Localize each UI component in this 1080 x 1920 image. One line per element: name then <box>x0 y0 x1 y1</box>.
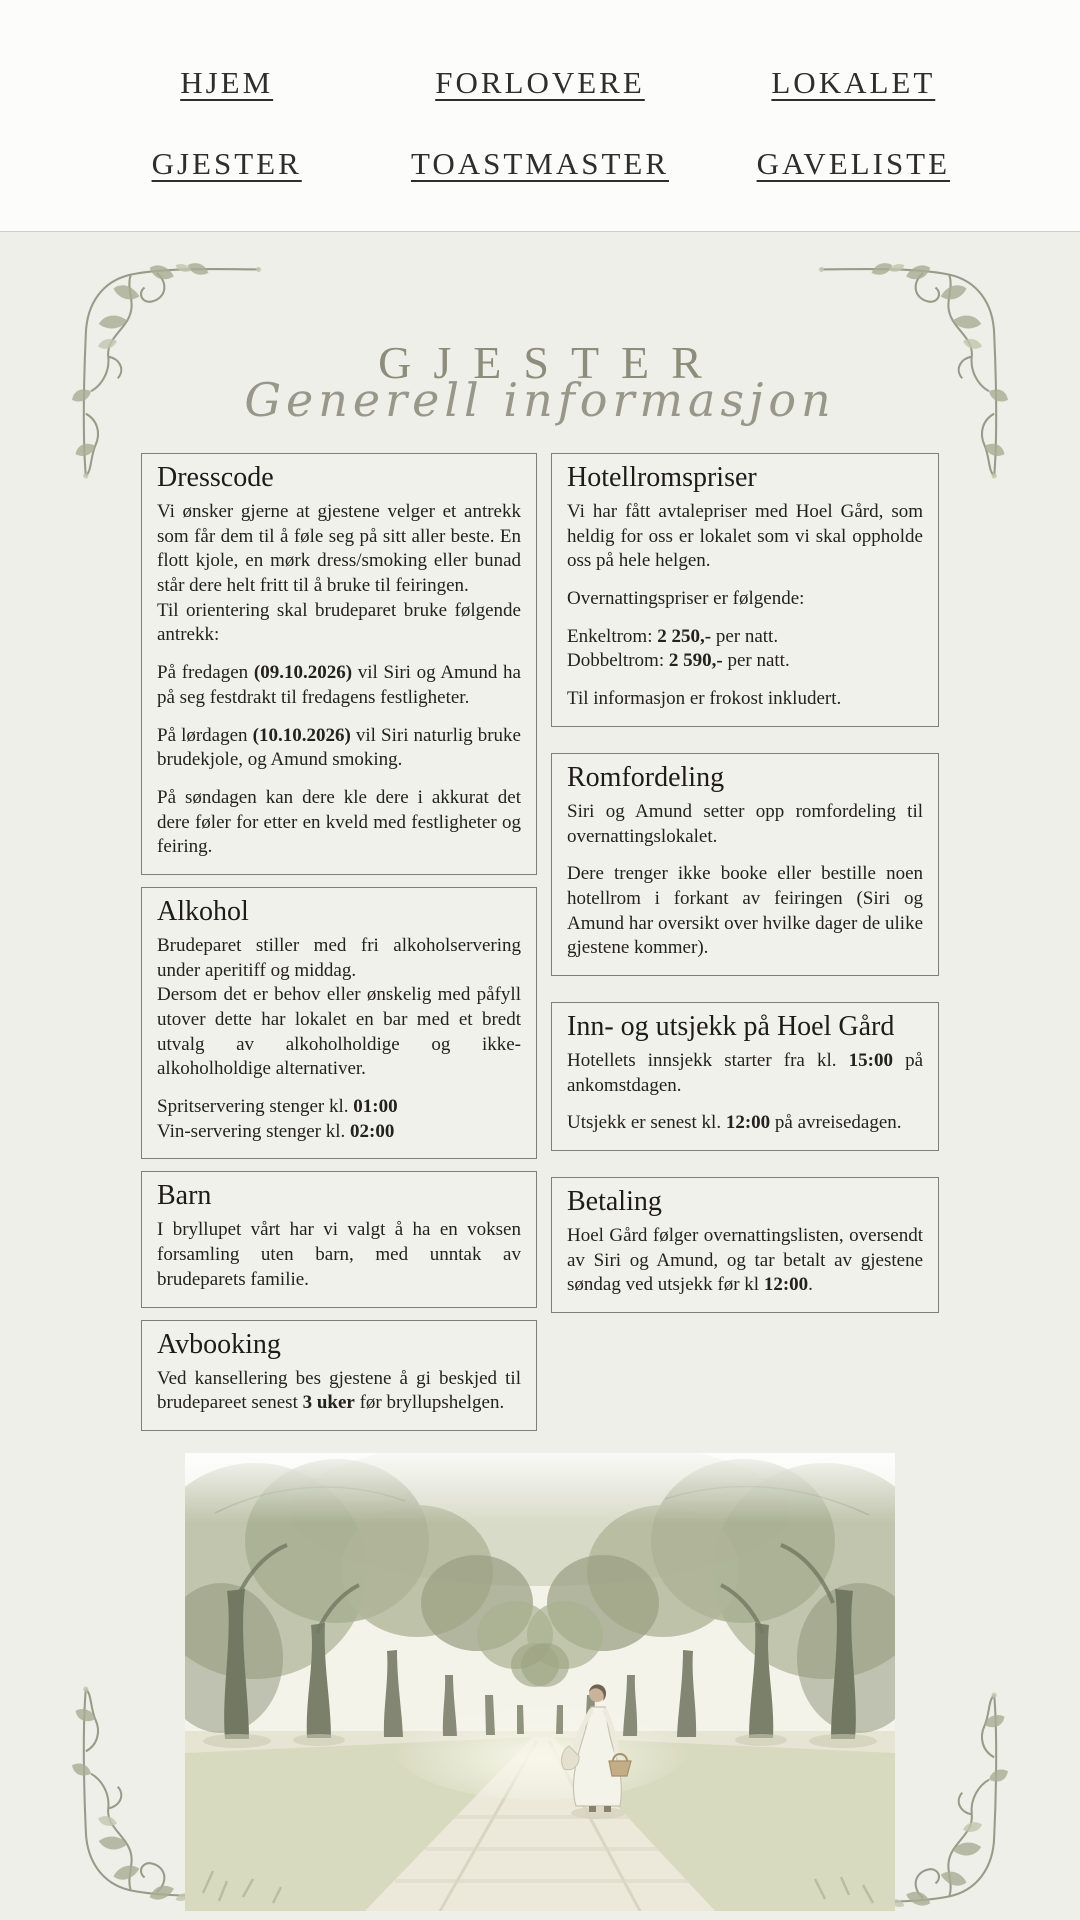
card-dresscode <box>141 453 537 875</box>
card-innsjekk-utsjekk <box>551 1002 939 1151</box>
info-cards <box>141 453 939 1431</box>
cards-column-right <box>551 453 939 1313</box>
card-title: Betaling <box>567 1186 662 1217</box>
card-title: Hotellromspriser <box>567 462 757 493</box>
card-paragraph: Vi har fått avtalepriser med Hoel Gård, som heldig for oss er lokalet som vi skal oppholde oss på hele helgen. <box>567 501 923 572</box>
nav-link-gaveliste[interactable]: GAVELISTE <box>756 146 951 182</box>
card-alkohol <box>141 887 537 1160</box>
card-paragraph: Utsjekk er senest kl. 12:00 på avreisedagen. <box>567 1112 902 1134</box>
card-paragraph: Vi ønsker gjerne at gjestene velger et antrekk som får dem til å føle seg på sitt aller beste. En flott kjole, en mørk dress/smoking eller bunad står dere helt fritt til å bruke til feiringen. <box>157 501 521 597</box>
card-hotellromspriser <box>551 453 939 727</box>
cards-column-left <box>141 453 537 1431</box>
card-title: Romfordeling <box>567 761 725 793</box>
nav-link-forlovere[interactable]: FORLOVERE <box>435 64 645 100</box>
card-title: Avbooking <box>157 1328 281 1360</box>
card-paragraph: Spritservering stenger kl. 01:00 <box>157 1096 398 1118</box>
page-title: GJESTER <box>378 337 724 388</box>
card-title: Dresscode <box>157 462 274 493</box>
card-paragraph: I bryllupet vårt har vi valgt å ha en voksen forsamling uten barn, med unntak av brudeparets familie. <box>157 1219 521 1290</box>
tree-avenue-illustration <box>185 1453 895 1911</box>
card-paragraph: Siri og Amund setter opp romfordeling til overnattingslokalet. <box>567 800 923 847</box>
card-avbooking <box>141 1320 537 1431</box>
illustration-top-fade <box>185 1453 895 1523</box>
card-paragraph: På søndagen kan dere kle dere i akkurat det dere føler for etter en kveld med festligheter og feiring. <box>157 786 521 858</box>
card-paragraph: Dersom det er behov eller ønskelig med påfyll utover dette har lokalet en bar med et bredt utvalg av alkoholholdige og ikke-alkoholholdige alternativer. <box>157 984 521 1080</box>
card-paragraph: Hoel Gård følger overnattingslisten, oversendt av Siri og Amund, og tar betalt av gjestene søndag ved utsjekk før kl 12:00. <box>567 1225 923 1296</box>
page-subtitle: Generell informasjon <box>244 373 836 427</box>
card-paragraph: Hotellets innsjekk starter fra kl. 15:00 på ankomstdagen. <box>567 1049 923 1096</box>
card-paragraph: Til orientering skal brudeparet bruke følgende antrekk: <box>157 599 521 646</box>
card-paragraph: Dere trenger ikke booke eller bestille noen hotellrom i forkant av feiringen (Siri og Amund har oversikt over hvilke dager de ulike gjestene kommer). <box>567 863 923 959</box>
nav-link-toastmaster[interactable]: TOASTMASTER <box>410 146 670 182</box>
card-paragraph: Enkeltrom: 2 250,- per natt. <box>567 625 779 647</box>
card-barn <box>141 1171 537 1307</box>
card-title: Alkohol <box>157 895 249 927</box>
nav-link-gjester[interactable]: GJESTER <box>151 146 302 182</box>
top-navigation <box>0 0 1080 232</box>
nav-link-lokalet[interactable]: LOKALET <box>771 64 936 100</box>
card-betaling <box>551 1177 939 1313</box>
card-romfordeling <box>551 753 939 976</box>
nav-link-hjem[interactable]: HJEM <box>180 64 274 100</box>
card-title: Barn <box>157 1180 212 1212</box>
card-paragraph: Overnattingspriser er følgende: <box>567 588 805 610</box>
title-block <box>0 336 1080 427</box>
card-paragraph: Brudeparet stiller med fri alkoholservering under aperitiff og middag. <box>157 934 521 981</box>
card-paragraph: Vin-servering stenger kl. 02:00 <box>157 1120 395 1142</box>
card-paragraph: Ved kansellering bes gjestene å gi beskjed til brudepareet senest 3 uker før bryllupshelgen. <box>157 1367 521 1414</box>
page-content <box>0 232 1080 1919</box>
card-paragraph: Dobbeltrom: 2 590,- per natt. <box>567 650 790 672</box>
card-title: Inn- og utsjekk på Hoel Gård <box>567 1010 895 1042</box>
card-paragraph: På lørdagen (10.10.2026) vil Siri naturlig bruke brudekjole, og Amund smoking. <box>157 724 521 771</box>
card-paragraph: På fredagen (09.10.2026) vil Siri og Amund ha på seg festdrakt til fredagens festligheter. <box>157 662 521 708</box>
card-paragraph: Til informasjon er frokost inkludert. <box>567 688 842 710</box>
